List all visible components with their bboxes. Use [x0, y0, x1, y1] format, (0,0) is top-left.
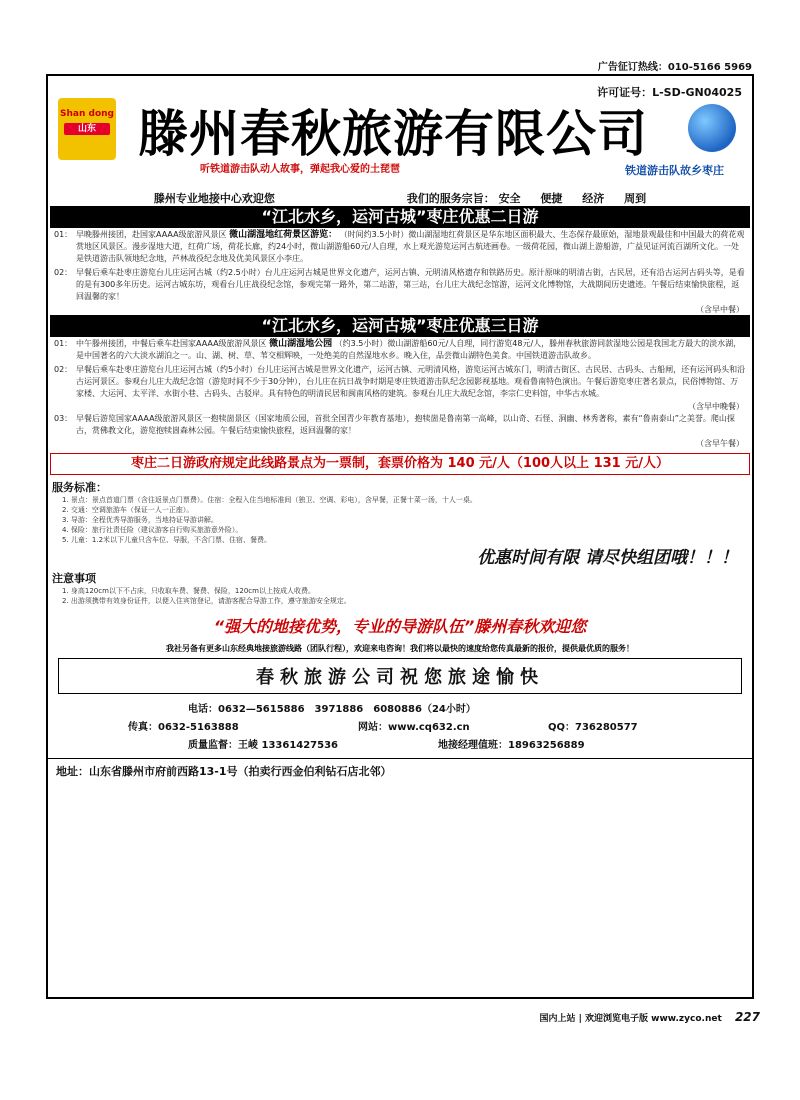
- day-number: 03：: [54, 414, 73, 423]
- day-number: 01：: [54, 339, 73, 348]
- footer-text: 国内上站 | 欢迎浏览电子版 www.zyco.net: [539, 1014, 722, 1024]
- day-text: 中午滕州接团，中餐后乘车赴国家AAAA级旅游风景区: [76, 339, 267, 348]
- price-box: 枣庄二日游政府规定此线路景点为一票制，套票价格为 140 元/人（100人以上 131 元/人）: [50, 453, 750, 475]
- service-item: 便捷: [540, 192, 563, 205]
- shandong-logo: [58, 98, 116, 160]
- tour2-title: “江北水乡，运河古城”枣庄优惠二日游: [50, 206, 750, 228]
- phone-numbers: 电话：0632—5615886 3971886 6080886（24小时）: [188, 704, 476, 715]
- globe-icon: [688, 104, 736, 152]
- day-text: 早餐后乘车赴枣庄游览台儿庄运河古城（约2.5小时）台儿庄运河古城是世界文化遗产，运河古镇、元明清风格遗存和铁路历史。原汁原味的明清古街，古民居，还有沿古运河古码头等，是看的是有300多年历史。运河古城东坊，观看台儿庄战役纪念馆，参观完第一路外，第二站游，第三站，台儿庄大战纪念馆游，运河文化博物馆，大战期间历史遗迹。午餐后结束愉快旅程，返回温馨的家！: [76, 268, 745, 301]
- service-welcome: 滕州专业地接中心欢迎您: [153, 192, 275, 205]
- day-number: 02：: [54, 268, 73, 277]
- website: 网站：www.cq632.cn: [358, 722, 470, 733]
- notes-title: 注意事项: [52, 572, 96, 585]
- day-text: 早餐后乘车赴枣庄游览台儿庄运河古城（约5小时）台儿庄运河古城是世界文化遗产，运河古镇、元明清风格，游览运河古城东门，明清古街区、古民居、古码头、古船闸，还有运河码头和沿古运河景区。参观台儿庄大战纪念馆（游览时间不少于30分钟），台儿庄在抗日战争时期是枣庄铁道游击队纪念园影视基地。观看鲁南特色演出。午餐后游览枣庄著名景点，民俗博物馆、万家楼、大运河、太平洋、水街小巷、古码头、古驳岸。具有特色的明清民居和闽南风格的建筑。参观台儿庄大战纪念馆，李宗仁史料馆，中华古水城。: [76, 365, 746, 398]
- logo-text: Shan dong: [60, 109, 114, 119]
- tour2-meals: （含早中餐）: [696, 305, 744, 314]
- note-item: 1. 身高120cm以下不占床，只收取车费、餐费、保险，120cm以上按成人收费。: [62, 587, 315, 595]
- day-detail: （时间约3.5小时）微山湖湿地红荷景区是华东地区面积最大、生态保存最原始，湿地景观最佳和中国最大的荷花观赏地区风景区。漫步湿地大道，红荷广场，荷花长廊，约24小时，微山湖游船60元/人自理，水上观光游览运河古航迹画卷。一级荷花园，微山湖上游船游，广益见证河流百湖所文化。一处是铁道游击队领地纪念地，芦林战役纪念地及优美风景区小李庄。: [76, 230, 745, 263]
- duty-manager: 地接经理值班：18963256889: [438, 740, 585, 751]
- tour3-title: “江北水乡，运河古城”枣庄优惠三日游: [50, 315, 750, 337]
- tour3-day3: [48, 412, 752, 438]
- slogan-right: 铁道游击队故乡枣庄: [625, 164, 724, 177]
- note-item: 2. 出游须携带有效身份证件，以便入住宾馆登记，请游客配合导游工作，遵守旅游安全规定。: [62, 597, 351, 605]
- service-item: 周到: [624, 192, 647, 205]
- tour2-day2: [48, 266, 752, 304]
- day-text: 早餐后游览国家AAAA级旅游风景区一抱犊崮景区（国家地质公园，首批全国青少年教育基地），抱犊崮是鲁南第一高峰，以山奇、石怪、洞幽、林秀著称，素有“鲁南泰山”之美誉。爬山探古，赏佛教文化，游览抱犊崮森林公园。午餐后结束愉快旅程，返回温馨的家！: [76, 414, 735, 435]
- service-standard-item: 2. 交通：空调旅游车（保证一人一正座）。: [62, 506, 194, 514]
- day-highlight: 微山湖湿地公园: [269, 339, 333, 349]
- more-routes-line: 我社另备有更多山东经典地接旅游线路（团队行程），欢迎来电咨询！我们将以最快的速度给您传真最新的报价，提供最优质的服务！: [166, 644, 634, 653]
- ad-hotline: 广告征订热线：010-5166 5969: [597, 62, 752, 73]
- tour2-day1: [48, 228, 752, 266]
- ad-header: [48, 76, 752, 186]
- tour3-day1: [48, 337, 752, 363]
- service-label: 我们的服务宗旨：: [406, 192, 495, 205]
- day-number: 02：: [54, 365, 73, 374]
- contact-block: [48, 694, 752, 758]
- big-slogan: “强大的地接优势，专业的导游队伍”滕州春秋欢迎您: [213, 617, 587, 636]
- logo-subtext: 山东: [64, 123, 110, 135]
- service-standard-item: 1. 景点：景点首道门票（含往返景点门票费）。住宿：全程入住当地标准间（独卫、空调、彩电），含早餐，正餐十菜一汤，十人一桌。: [62, 496, 477, 504]
- address: 地址：山东省滕州市府前西路13-1号（拍卖行西金伯利钻石店北邻）: [48, 758, 752, 783]
- day-text: 早晚滕州接团，赴国家AAAA级旅游风景区: [76, 230, 227, 239]
- qq-number: QQ：736280577: [548, 722, 638, 733]
- page-footer: [0, 1010, 760, 1024]
- wish-banner: 春秋旅游公司祝您旅途愉快: [58, 658, 742, 694]
- slogan-left: 听铁道游击队动人故事，弹起我心爱的土琵琶: [200, 164, 400, 175]
- service-line: [48, 186, 752, 206]
- day-number: 01：: [54, 230, 73, 239]
- page-number: 227: [734, 1010, 760, 1024]
- day-detail: （约3.5小时）微山湖游船60元/人自理，同行游览48元/人，滕州春秋旅游同款湿地公园是我国北方最大的淡水湖，是中国著名的六大淡水湖泊之一。山、湖、树、草、苇交相辉映，一处绝美的自然湿地水乡。晚入住，品尝微山湖特色美食。中国铁道游击队故乡。: [76, 339, 742, 360]
- quality-supervisor: 质量监督：王崚 13361427536: [188, 740, 339, 751]
- day-highlight: 微山湖湿地红荷景区游览：: [229, 230, 338, 240]
- service-item: 经济: [582, 192, 605, 205]
- service-standard-item: 3. 导游：全程优秀导游服务，当地持证导游讲解。: [62, 516, 218, 524]
- service-standard-item: 5. 儿童：1.2米以下儿童只含车位、导服，不含门票、住宿、餐费。: [62, 536, 272, 544]
- tour3-day3-meals: （含早午餐）: [696, 439, 744, 448]
- fax-number: 传真：0632-5163888: [128, 722, 239, 733]
- service-standard-title: 服务标准：: [52, 481, 107, 494]
- service-standard-item: 4. 保险：旅行社责任险（建议游客自行购买旅游意外险）。: [62, 526, 243, 534]
- service-item: 安全: [498, 192, 521, 205]
- tour3-day2-meals: （含早中晚餐）: [688, 402, 744, 411]
- ad-frame: [46, 74, 754, 999]
- promo-text: 优惠时间有限 请尽快组团哦！！！: [477, 548, 738, 568]
- tour3-day2: [48, 363, 752, 401]
- service-tenets: [406, 190, 647, 205]
- license-number: 许可证号：L-SD-GN04025: [597, 86, 742, 99]
- company-name: 滕州春秋旅游有限公司: [138, 104, 648, 163]
